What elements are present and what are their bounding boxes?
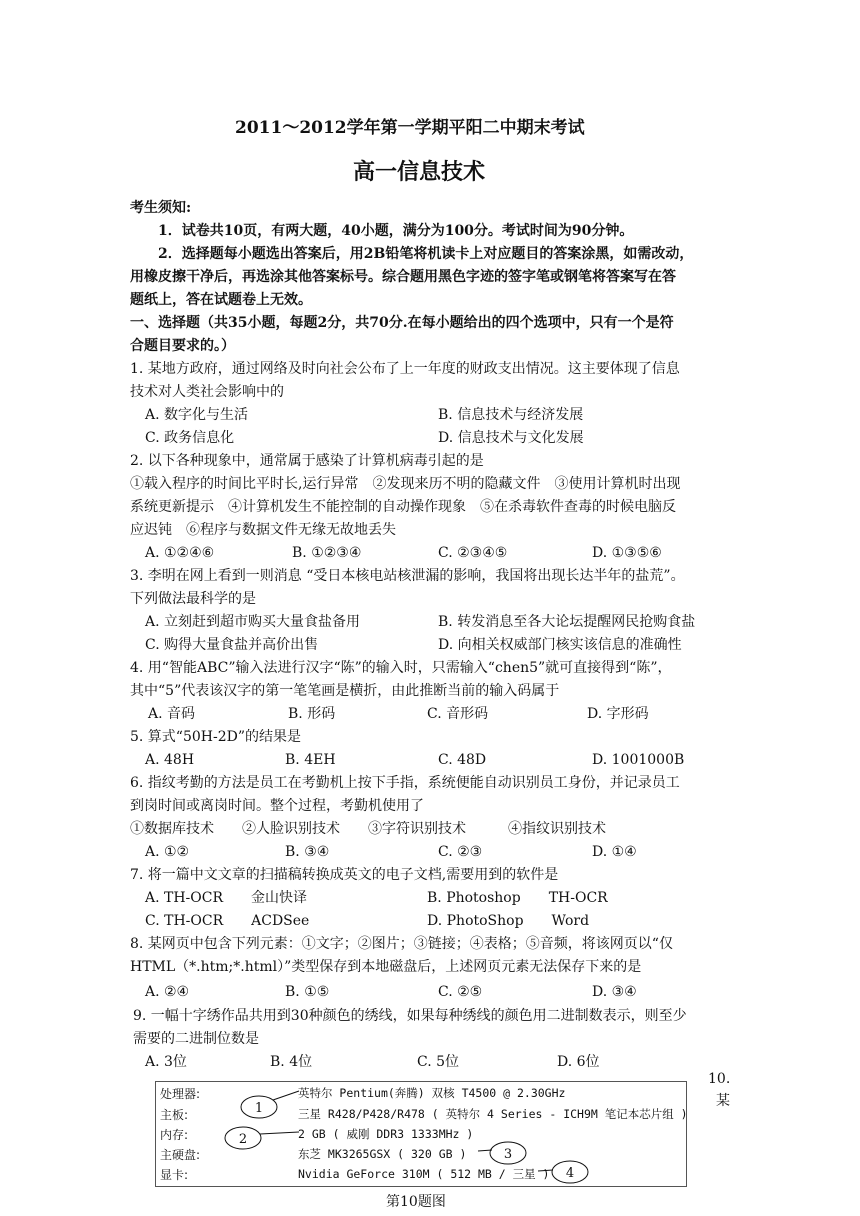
- q2-stem-line-1: 2. 以下各种现象中，通常属于感染了计算机病毒引起的是: [130, 453, 484, 469]
- q4-option-d: D. 字形码: [587, 706, 649, 722]
- q1-option-a: A. 数字化与生活: [145, 407, 249, 423]
- q9-stem-line-1: 9. 一幅十字绣作品共用到30种颜色的绣线，如果每种绣线的颜色用二进制数表示，则至少: [133, 1008, 687, 1024]
- q2-option-c: C. ②③④⑤: [438, 545, 508, 561]
- q3-option-a: A. 立刻赶到超市购买大量食盐备用: [145, 614, 361, 630]
- figure-row-value-memory: 2 GB ( 威刚 DDR3 1333MHz ): [298, 1127, 474, 1141]
- q2-stem-line-2: ①载入程序的时间比平时长,运行异常 ②发现来历不明的隐藏文件 ③使用计算机时出现: [130, 476, 681, 492]
- notice-item-2-line-3: 题纸上，答在试题卷上无效。: [130, 292, 312, 308]
- q3-stem-line-1: 3. 李明在网上看到一则消息 “受日本核电站核泄漏的影响，我国将出现长达半年的盐荒”。: [130, 568, 685, 584]
- q5-option-b: B. 4EH: [285, 752, 336, 768]
- q6-option-c: C. ②③: [438, 844, 483, 860]
- q1-option-b: B. 信息技术与经济发展: [438, 407, 584, 423]
- figure-row-value-cpu: 英特尔 Pentium(奔腾) 双核 T4500 @ 2.30GHz: [298, 1086, 566, 1100]
- q3-option-b: B. 转发消息至各大论坛提醒网民抢购食盐: [438, 614, 696, 630]
- q2-option-a: A. ①②④⑥: [145, 545, 215, 561]
- section-heading-line-2: 合题目要求的。）: [130, 338, 235, 354]
- q7-option-c: C. TH-OCR ACDSee: [145, 913, 310, 929]
- q3-stem-line-2: 下列做法最科学的是: [130, 591, 256, 607]
- callout-overlay: [156, 1082, 686, 1186]
- callout-1-label: 1: [254, 1101, 264, 1116]
- figure-row-value-graphics: Nvidia GeForce 310M ( 512 MB / 三星 ): [298, 1167, 550, 1181]
- q9-option-c: C. 5位: [417, 1054, 460, 1070]
- q8-stem-line-2: HTML（*.htm;*.html）”类型保存到本地磁盘后，上述网页元素无法保存下来的是: [130, 959, 642, 975]
- q7-option-a: A. TH-OCR 金山快译: [145, 890, 308, 906]
- q6-stem-line-3: ①数据库技术 ②人脸识别技术 ③字符识别技术 ④指纹识别技术: [130, 821, 606, 837]
- q4-option-c: C. 音形码: [427, 706, 489, 722]
- figure-row-value-harddisk: 东芝 MK3265GSX ( 320 GB ): [298, 1147, 467, 1161]
- q6-option-d: D. ①④: [592, 844, 637, 860]
- notice-item-2-line-1: 2．选择题每小题选出答案后，用2B铅笔将机读卡上对应题目的答案涂黑，如需改动，: [158, 246, 694, 262]
- q7-option-b: B. Photoshop TH-OCR: [427, 890, 608, 906]
- figure-row-value-motherboard: 三星 R428/P428/R478 ( 英特尔 4 Series - ICH9M 笔记本芯片组 ): [298, 1107, 688, 1121]
- q9-option-a: A. 3位: [145, 1054, 187, 1070]
- q8-option-c: C. ②⑤: [438, 984, 483, 1000]
- callout-4-label: 4: [565, 1166, 575, 1181]
- q8-option-d: D. ③④: [592, 984, 637, 1000]
- figure-caption: 第10题图: [386, 1194, 446, 1210]
- q4-stem-line-2: 其中“5”代表该汉字的第一笔笔画是横折，由此推断当前的输入码属于: [130, 683, 560, 699]
- q1-option-c: C. 政务信息化: [145, 430, 235, 446]
- section-heading-line-1: 一、选择题（共35小题，每题2分，共70分.在每小题给出的四个选项中，只有一个是符: [130, 315, 674, 331]
- q6-stem-line-2: 到岗时间或离岗时间。整个过程，考勤机使用了: [130, 798, 424, 814]
- callout-3-label: 3: [503, 1147, 513, 1162]
- q6-option-b: B. ③④: [285, 844, 330, 860]
- hardware-info-figure: [155, 1081, 687, 1187]
- q2-option-b: B. ①②③④: [292, 545, 362, 561]
- callout-4-pointer: [538, 1170, 553, 1171]
- q8-stem-line-1: 8. 某网页中包含下列元素：①文字；②图片；③链接；④表格；⑤音频，将该网页以“仅: [130, 936, 673, 952]
- q9-option-d: D. 6位: [557, 1054, 600, 1070]
- q7-stem-line-1: 7. 将一篇中文文章的扫描稿转换成英文的电子文档,需要用到的软件是: [130, 867, 559, 883]
- q1-stem-line-1: 1. 某地方政府，通过网络及时向社会公布了上一年度的财政支出情况。这主要体现了信息: [130, 361, 680, 377]
- q1-stem-line-2: 技术对人类社会影响中的: [130, 384, 284, 400]
- q10-stem-start: 某: [716, 1093, 730, 1109]
- subject-title: 高一信息技术: [353, 159, 486, 185]
- q3-option-d: D. 向相关权威部门核实该信息的准确性: [438, 637, 682, 653]
- q9-option-b: B. 4位: [270, 1054, 313, 1070]
- q4-option-b: B. 形码: [288, 706, 336, 722]
- q10-number: 10.: [708, 1071, 731, 1087]
- q2-stem-line-4: 应迟钝 ⑥程序与数据文件无缘无故地丢失: [130, 522, 396, 538]
- q8-option-a: A. ②④: [145, 984, 190, 1000]
- figure-row-label-harddisk: 主硬盘:: [160, 1148, 201, 1162]
- q7-option-d: D. PhotoShop Word: [427, 913, 590, 929]
- q4-option-a: A. 音码: [148, 706, 196, 722]
- q6-stem-line-1: 6. 指纹考勤的方法是员工在考勤机上按下手指，系统便能自动识别员工身份，并记录员工: [130, 775, 680, 791]
- q4-stem-line-1: 4. 用“智能ABC”输入法进行汉字“陈”的输入时，只需输入“chen5”就可直接得到“陈”，: [130, 660, 672, 676]
- exam-title: 2011～2012学年第一学期平阳二中期末考试: [235, 118, 585, 138]
- notice-item-1: 1．试卷共10页，有两大题，40小题，满分为100分。考试时间为90分钟。: [158, 223, 634, 239]
- figure-row-label-graphics: 显卡:: [160, 1168, 189, 1182]
- figure-row-label-motherboard: 主板:: [160, 1108, 189, 1122]
- q2-option-d: D. ①③⑤⑥: [592, 545, 662, 561]
- q8-option-b: B. ①⑤: [285, 984, 330, 1000]
- callout-1-pointer: [273, 1091, 299, 1100]
- q5-stem-line-1: 5. 算式“50H-2D”的结果是: [130, 729, 302, 745]
- q6-option-a: A. ①②: [145, 844, 190, 860]
- callout-2-pointer: [260, 1132, 299, 1134]
- figure-row-label-memory: 内存:: [160, 1128, 189, 1142]
- figure-row-label-cpu: 处理器:: [160, 1087, 201, 1101]
- notice-heading: 考生须知:: [130, 200, 192, 216]
- callout-2-label: 2: [238, 1132, 248, 1147]
- notice-item-2-line-2: 用橡皮擦干净后，再选涂其他答案标号。综合题用黑色字迹的签字笔或钢笔将答案写在答: [130, 269, 676, 285]
- q5-option-a: A. 48H: [145, 752, 195, 768]
- q9-stem-line-2: 需要的二进制位数是: [133, 1031, 259, 1047]
- q5-option-d: D. 1001000B: [592, 752, 685, 768]
- q3-option-c: C. 购得大量食盐并高价出售: [145, 637, 319, 653]
- q2-stem-line-3: 系统更新提示 ④计算机发生不能控制的自动操作现象 ⑤在杀毒软件查毒的时候电脑反: [130, 499, 676, 515]
- q1-option-d: D. 信息技术与文化发展: [438, 430, 584, 446]
- q5-option-c: C. 48D: [438, 752, 487, 768]
